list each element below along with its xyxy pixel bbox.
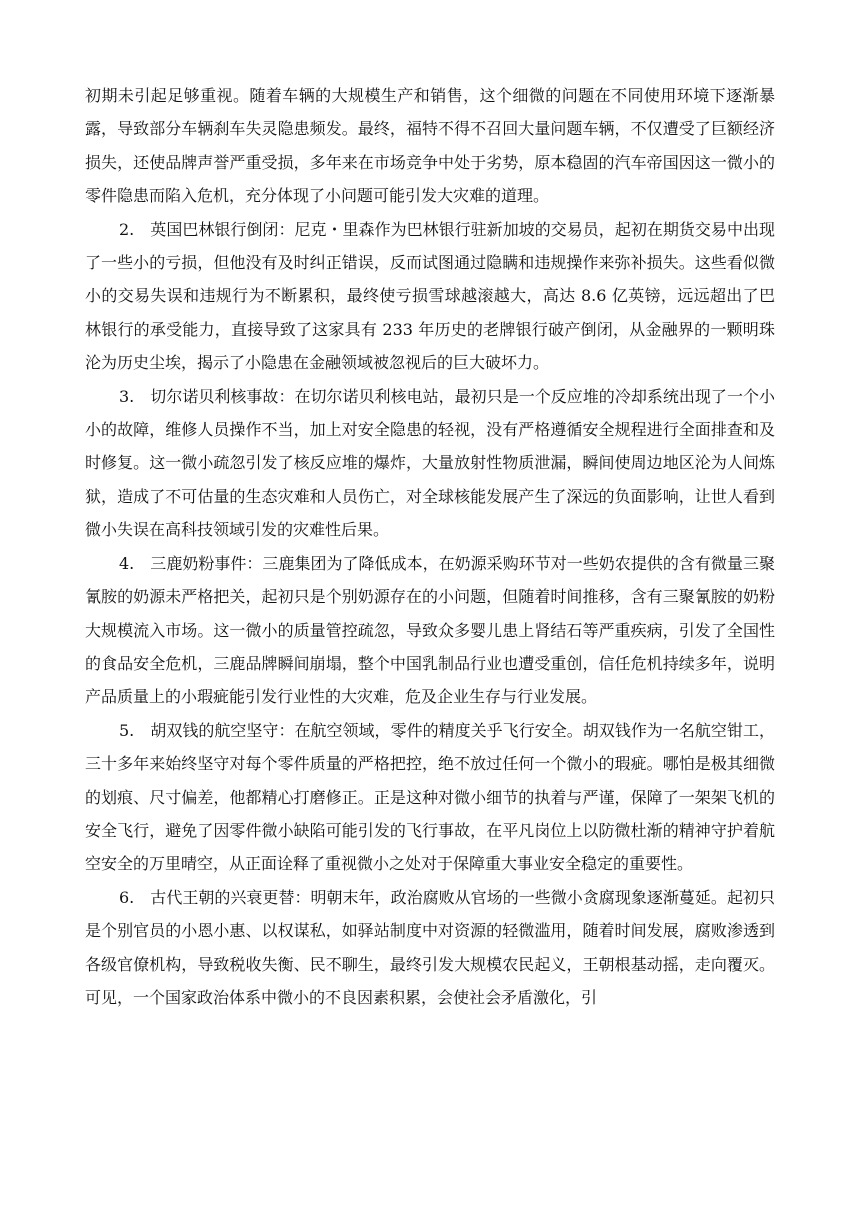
paragraph-2-barings-bank: 2. 英国巴林银行倒闭：尼克・里森作为巴林银行驻新加坡的交易员，起初在期货交易中出现了一些小的亏损，但他没有及时纠正错误，反而试图通过隐瞒和违规操作来弥补损失。这些看似微小的交易失误和违规行为不断累积，最终使亏损雪球越滚越大，高达 8.6 亿英镑，远远超出了巴林银行的承受能力，直接导致了这家具有 233 年历史的老牌银行破产倒闭，从金融界的一颗明珠沦为历史尘埃，揭示了小隐患在金融领域被忽视后的巨大破坏力。 bbox=[85, 219, 775, 373]
paragraph-5-hu-shuangqian: 5. 胡双钱的航空坚守：在航空领域，零件的精度关乎飞行安全。胡双钱作为一名航空钳工，三十多年来始终坚守对每个零件质量的严格把控，绝不放过任何一个微小的瑕疵。哪怕是极其细微的划痕、尺寸偏差，他都精心打磨修正。正是这种对微小细节的执着与严谨，保障了一架架飞机的安全飞行，避免了因零件微小缺陷可能引发的飞行事故，在平凡岗位上以防微杜渐的精神守护着航空安全的万里晴空，从正面诠释了重视微小之处对于保障重大事业安全稳定的重要性。 bbox=[85, 720, 775, 874]
paragraph-3-chernobyl: 3. 切尔诺贝利核事故：在切尔诺贝利核电站，最初只是一个反应堆的冷却系统出现了一个小小的故障，维修人员操作不当，加上对安全隐患的轻视，没有严格遵循安全规程进行全面排查和及时修复。这一微小疏忽引发了核反应堆的爆炸，大量放射性物质泄漏，瞬间使周边地区沦为人间炼狱，造成了不可估量的生态灾难和人员伤亡，对全球核能发展产生了深远的负面影响，让世人看到微小失误在高科技领域引发的灾难性后果。 bbox=[85, 386, 775, 540]
paragraph-1-continued: 初期未引起足够重视。随着车辆的大规模生产和销售，这个细微的问题在不同使用环境下逐渐暴露，导致部分车辆刹车失灵隐患频发。最终，福特不得不召回大量问题车辆，不仅遭受了巨额经济损失，还使品牌声誉严重受损，多年来在市场竞争中处于劣势，原本稳固的汽车帝国因这一微小的零件隐患而陷入危机，充分体现了小问题可能引发大灾难的道理。 bbox=[85, 86, 775, 206]
paragraph-6-ancient-dynasty: 6. 古代王朝的兴衰更替：明朝末年，政治腐败从官场的一些微小贪腐现象逐渐蔓延。起初只是个别官员的小恩小惠、以权谋私，如驿站制度中对资源的轻微滥用，随着时间发展，腐败渗透到各级官僚机构，导致税收失衡、民不聊生，最终引发大规模农民起义，王朝根基动摇，走向覆灭。可见，一个国家政治体系中微小的不良因素积累，会使社会矛盾激化，引 bbox=[85, 887, 775, 1007]
paragraph-4-sanlu-milk: 4. 三鹿奶粉事件：三鹿集团为了降低成本，在奶源采购环节对一些奶农提供的含有微量三聚氰胺的奶源未严格把关，起初只是个别奶源存在的小问题，但随着时间推移，含有三聚氰胺的奶粉大规模流入市场。这一微小的质量管控疏忽，导致众多婴儿患上肾结石等严重疾病，引发了全国性的食品安全危机，三鹿品牌瞬间崩塌，整个中国乳制品行业也遭受重创，信任危机持续多年，说明产品质量上的小瑕疵能引发行业性的大灾难，危及企业生存与行业发展。 bbox=[85, 553, 775, 707]
document-page bbox=[85, 79, 775, 1014]
